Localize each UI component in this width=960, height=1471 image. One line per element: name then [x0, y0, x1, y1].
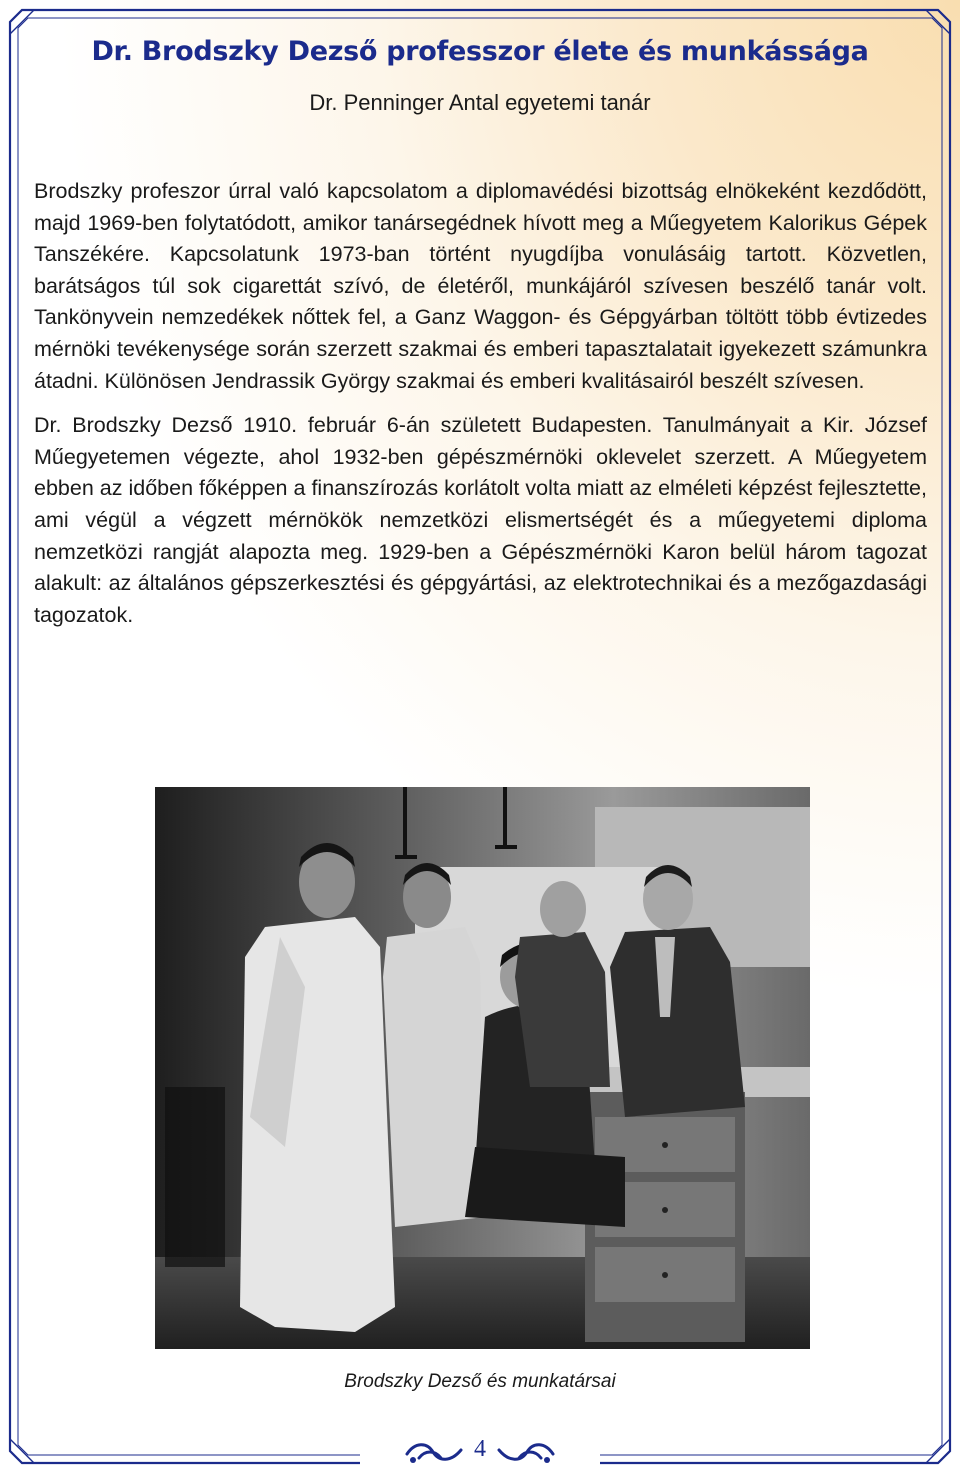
photo-caption: Brodszky Dezső és munkatársai — [344, 1371, 616, 1392]
page-number: 4 — [474, 1436, 486, 1462]
page-title: Dr. Brodszky Dezső professzor élete és munkássága — [91, 36, 869, 67]
group-photo — [155, 787, 810, 1349]
author-line: Dr. Penninger Antal egyetemi tanár — [309, 90, 651, 115]
group-photo-illustration — [155, 787, 810, 1349]
paragraph-2: Dr. Brodszky Dezső 1910. február 6-án született Budapesten. Tanulmányait a Kir. József Műegyetemen végezte, ahol 1932-ben gépészmérnöki oklevelet szerzett. A Műegyetem ebben az időben főképpen a finanszírozás korlátolt volta miatt az elméleti képzést fejlesztette, ami végül a végzett mérnökök nemzetközi elismertségét és a műegyetemi diploma nemzetközi rangját alapozta meg. 1929-ben a Gépészmérnöki Karon belül három tagozat alakult: az általános gépszerkesztési és gépgyártási, az elektrotechnikai és a mezőgazdasági tagozatok. — [34, 413, 927, 627]
right-ornament-icon — [495, 1440, 555, 1466]
paragraph-1: Brodszky profeszor úrral való kapcsolatom a diplomavédési bizottság elnökeként kezdődött, majd 1969-ben folytatódott, amikor tanársegédnek hívott meg a Műegyetem Kalorikus Gépek Tanszékére. Kapcsolatunk 1973-ban történt nyugdíjba vonulásáig tartott. Közvetlen, barátságos túl sok cigarettát szívó, de életéről, munkájáról szívesen beszélő tanár volt. Tankönyvein nemzedékek nőttek fel, a Ganz Waggon- és Gépgyárban töltött több évtizedes mérnöki tevékenysége során szerzett szakmai és emberi tapasztalatait igyekezett számunkra átadni. Különösen Jendrassik György szakmai és emberi kvalitásairól beszélt szívesen. — [34, 179, 927, 393]
body-text — [34, 176, 927, 644]
